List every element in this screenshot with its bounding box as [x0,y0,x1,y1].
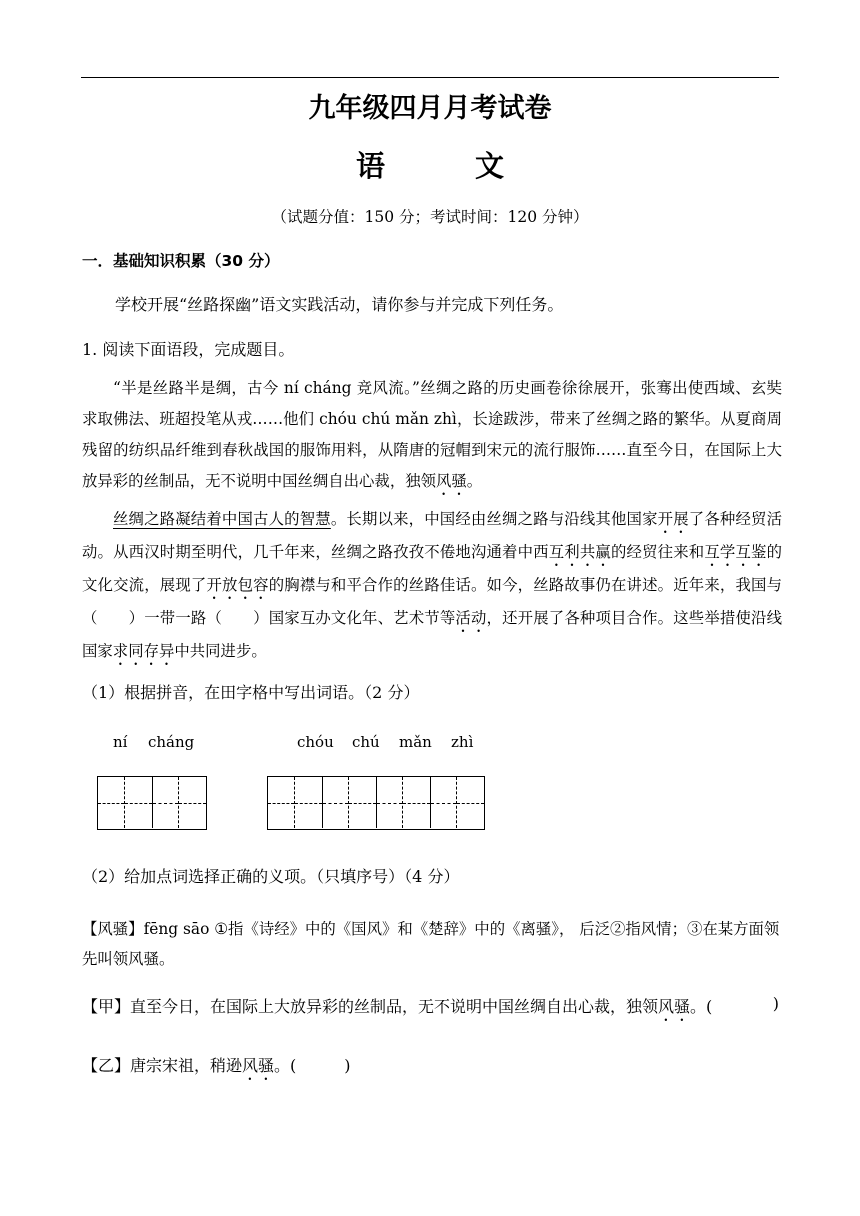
passage-text: 。长期以来，中国经由丝绸之路与沿线其他国家 [330,510,658,528]
section-heading: 一．基础知识积累（30 分） [82,252,280,270]
grid-cell[interactable] [268,777,295,828]
dotted-word: 风骚 [242,1056,275,1075]
passage-text: 的文化交流，展现了 [82,543,782,594]
passage-text: “半是丝路半是绸，古今 ní cháng 竞风流。”丝绸之路的历史画卷徐徐展开，张骞出使西域、玄奘求取佛法、班超投笔从戎……他们 chóu chú mǎn zhì，长途跋涉，带来了丝绸之路的繁华。从夏商周残留的纺织品纤维到春秋战国的服饰用料，从隋唐的冠帽到宋元的流行服饰……直至今日，在国际上大放异彩的丝制品，无不说明中国丝绸自出心裁，独领 [82,379,782,490]
answer-blank-close: ) [772,994,779,1013]
passage-text: 的经贸往来和 [610,543,705,561]
option-text: 【甲】直至今日，在国际上大放异彩的丝制品，无不说明中国丝绸自出心裁，独领 [82,997,659,1016]
passage-text: 中共同进步。 [174,642,267,660]
dotted-word: 风骚 [658,997,691,1016]
dotted-word: 活动 [455,609,487,627]
pinyin-label: chú [352,733,380,751]
dotted-word: 互利共赢 [548,543,611,561]
grid-cell[interactable] [376,777,403,828]
top-rule [81,77,779,78]
grid-cell[interactable] [179,777,206,828]
passage-text: 的胸襟与和平合作的丝路佳话。如今，丝路故事仍在讲述。近年来，我国与（ ）一带一路（ ）国家互办文化年、艺术节等 [82,576,782,627]
dotted-word: 互学互鉴 [704,543,767,561]
pinyin-label: chóu [297,733,334,751]
grid-cell[interactable] [349,777,376,828]
option-jia [82,994,782,1025]
dotted-word: 风骚 [436,472,467,490]
exam-meta: （试题分值：150 分；考试时间：120 分钟） [271,208,589,226]
dotted-word: 开放包容 [206,576,269,594]
grid-cell[interactable] [322,777,349,828]
writing-grid-right[interactable] [267,776,485,830]
pinyin-label: ní [113,733,128,751]
passage-text: 了各种经贸活动。从西汉时期至明代，几千年来，丝绸之路孜孜不倦地沟通着中西 [82,510,782,561]
dotted-word: 求同存异 [112,642,175,660]
dotted-word: 开展 [657,510,689,528]
grid-cell[interactable] [125,777,152,828]
question-1-prompt: 1. 阅读下面语段，完成题目。 [82,340,295,359]
pinyin-label: zhì [451,733,474,751]
grid-cell[interactable] [403,777,430,828]
pinyin-label: mǎn [399,733,432,751]
page-title: 九年级四月月考试卷 [308,93,552,124]
writing-grid-left[interactable] [97,776,207,830]
word-definition: 【风骚】fēng sāo ①指《诗经》中的《国风》和《楚辞》中的《离骚》， 后泛②指风情；③在某方面领先叫领风骚。 [82,920,780,968]
option-text: 【乙】唐宗宋祖，稍逊 [82,1056,243,1075]
passage-paragraph-1 [82,373,782,499]
passage-text: 。 [466,472,483,490]
answer-blank[interactable]: 。( ) [274,1056,351,1075]
grid-cell[interactable] [152,777,179,828]
subquestion-2-label: （2）给加点词选择正确的义项。（只填序号）（4 分） [82,867,460,886]
option-yi [82,1053,351,1084]
subquestion-1-label: （1）根据拼音，在田字格中写出词语。（2 分） [82,683,420,702]
pinyin-label: cháng [148,733,195,751]
answer-blank-open[interactable]: 。( [690,997,713,1016]
underlined-sentence: 丝绸之路凝结着中国古人的智慧 [113,510,331,528]
grid-cell[interactable] [430,777,457,828]
grid-cell[interactable] [98,777,125,828]
grid-cell[interactable] [457,777,484,828]
passage-paragraph-2 [82,504,782,669]
subject-title: 语 文 [355,149,545,183]
grid-cell[interactable] [295,777,322,828]
section-intro: 学校开展“丝路探幽”语文实践活动，请你参与并完成下列任务。 [115,295,564,314]
passage-text: ，还开展了各种项目合作。这些举措使沿线国家 [82,609,782,660]
